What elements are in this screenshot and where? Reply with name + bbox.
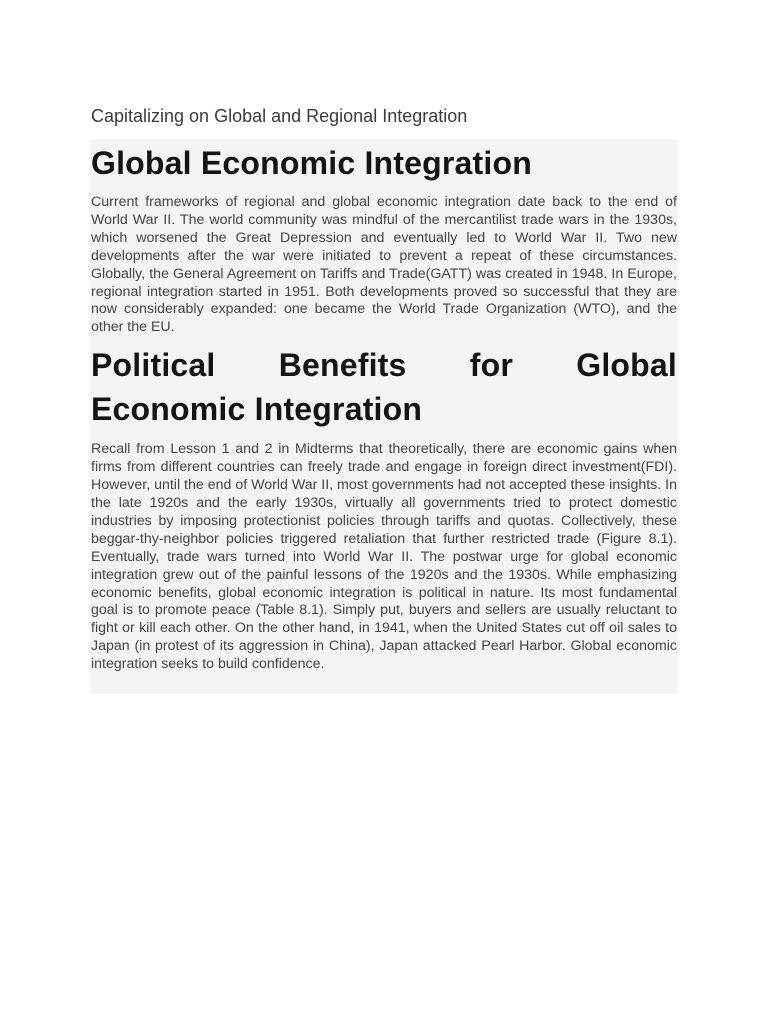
article-content bbox=[90, 139, 678, 694]
section-paragraph-global-economic-integration: Current frameworks of regional and global economic integration date back to the end of World War II. The world community was mindful of the mercantilist trade wars in the 1930s, which worsened the Great Depression and eventually led to World War II. Two new developments after the war were initiated to prevent a repeat of these circumstances. Globally, the General Agreement on Tariffs and Trade(GATT) was created in 1948. In Europe, regional integration started in 1951. Both developments proved so successful that they are now considerably expanded: one became the World Trade Organization (WTO), and the other the EU. bbox=[91, 194, 677, 336]
heading-line-1: Political Benefits for Global bbox=[91, 347, 677, 384]
heading-line-2: Economic Integration bbox=[91, 391, 423, 428]
section-heading-global-economic-integration: Global Economic Integration bbox=[91, 145, 532, 181]
page-title: Capitalizing on Global and Regional Integration bbox=[91, 106, 468, 126]
section-paragraph-political-benefits: Recall from Lesson 1 and 2 in Midterms that theoretically, there are economic gains when firms from different countries can freely trade and engage in foreign direct investment(FDI). However, until the end of World War II, most governments had not accepted these insights. In the late 1920s and the early 1930s, virtually all governments tried to protect domestic industries by imposing protectionist policies through tariffs and quotas. Collectively, these beggar-thy-neighbor policies triggered retaliation that further restricted trade (Figure 8.1). Eventually, trade wars turned into World War II. The postwar urge for global economic integration grew out of the painful lessons of the 1920s and the 1930s. While emphasizing economic benefits, global economic integration is political in nature. Its most fundamental goal is to promote peace (Table 8.1). Simply put, buyers and sellers are usually reluctant to fight or kill each other. On the other hand, in 1941, when the United States cut off oil sales to Japan (in protest of its aggression in China), Japan attacked Pearl Harbor. Global economic integration seeks to build confidence. bbox=[91, 441, 677, 673]
section-heading-political-benefits bbox=[91, 343, 677, 431]
